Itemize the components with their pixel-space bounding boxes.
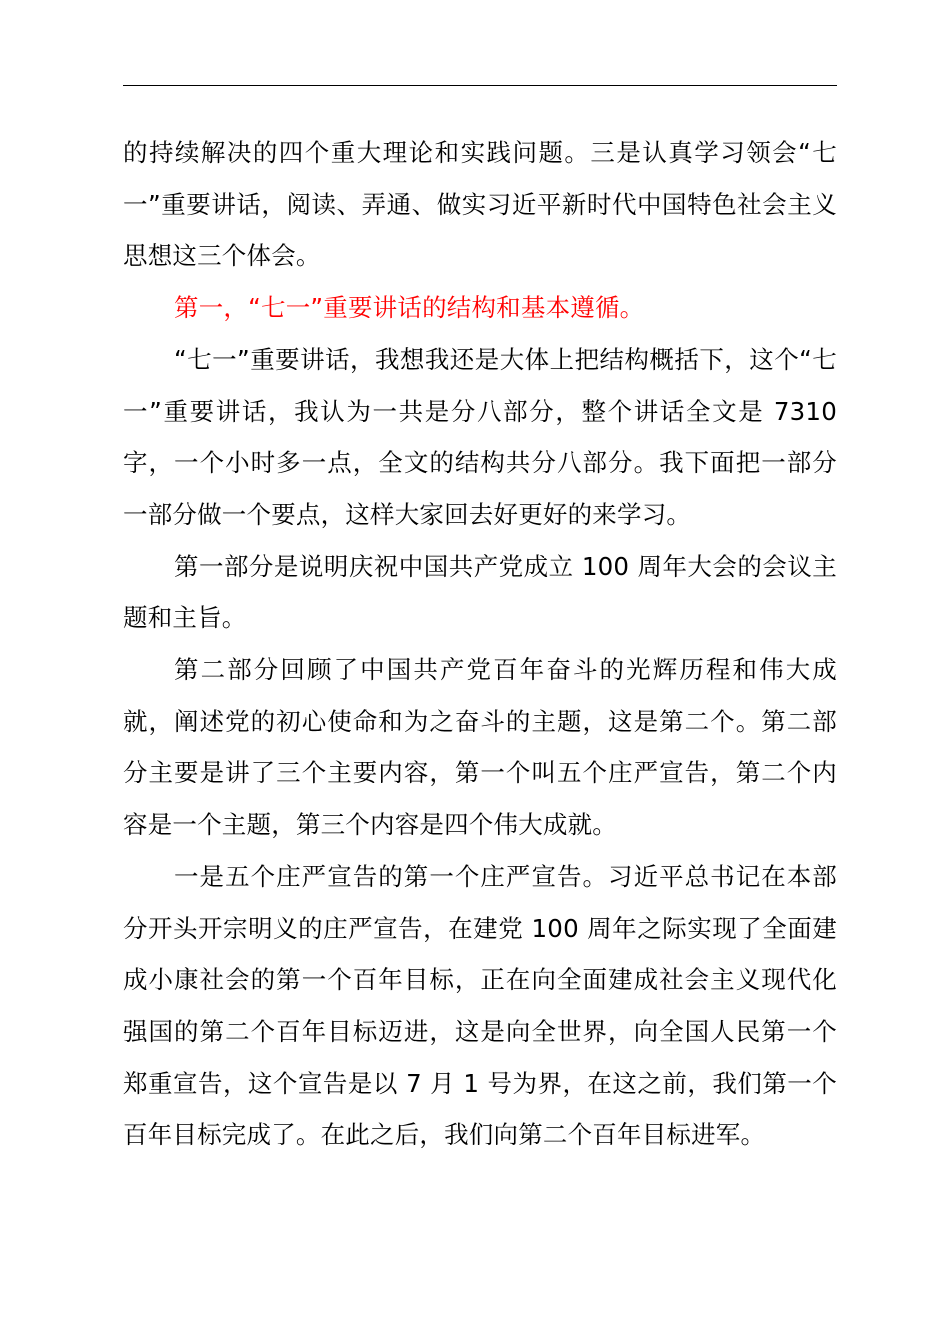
paragraph-part-one: 第一部分是说明庆祝中国共产党成立 100 周年大会的会议主题和主旨。	[123, 551, 837, 633]
header-rule	[123, 85, 837, 86]
paragraph-continuation: 的持续解决的四个重大理论和实践问题。三是认真学习领会“七一”重要讲话，阅读、弄通、做实习近平新时代中国特色社会主义思想这三个体会。	[123, 138, 837, 271]
paragraph-structure-intro: “七一”重要讲话，我想我还是大体上把结构概括下，这个“七一”重要讲话，我认为一共是分八部分，整个讲话全文是 7310 字，一个小时多一点，全文的结构共分八部分。我下面把一部分一部分做一个要点，这样大家回去好更好的来学习。	[123, 344, 837, 529]
paragraph-part-two: 第二部分回顾了中国共产党百年奋斗的光辉历程和伟大成就，阐述党的初心使命和为之奋斗的主题，这是第二个。第二部分主要是讲了三个主要内容，第一个叫五个庄严宣告，第二个内容是一个主题，第三个内容是四个伟大成就。	[123, 655, 837, 840]
document-body	[123, 127, 837, 1161]
paragraph-first-declaration: 一是五个庄严宣告的第一个庄严宣告。习近平总书记在本部分开头开宗明义的庄严宣告，在建党 100 周年之际实现了全面建成小康社会的第一个百年目标，正在向全面建成社会主义现代化强国的第二个百年目标迈进，这是向全世界，向全国人民第一个郑重宣告，这个宣告是以 7 月 1 号为界，在这之前，我们第一个百年目标完成了。在此之后，我们向第二个百年目标进军。	[123, 861, 837, 1150]
section-heading: 第一，“七一”重要讲话的结构和基本遵循。	[174, 293, 645, 323]
